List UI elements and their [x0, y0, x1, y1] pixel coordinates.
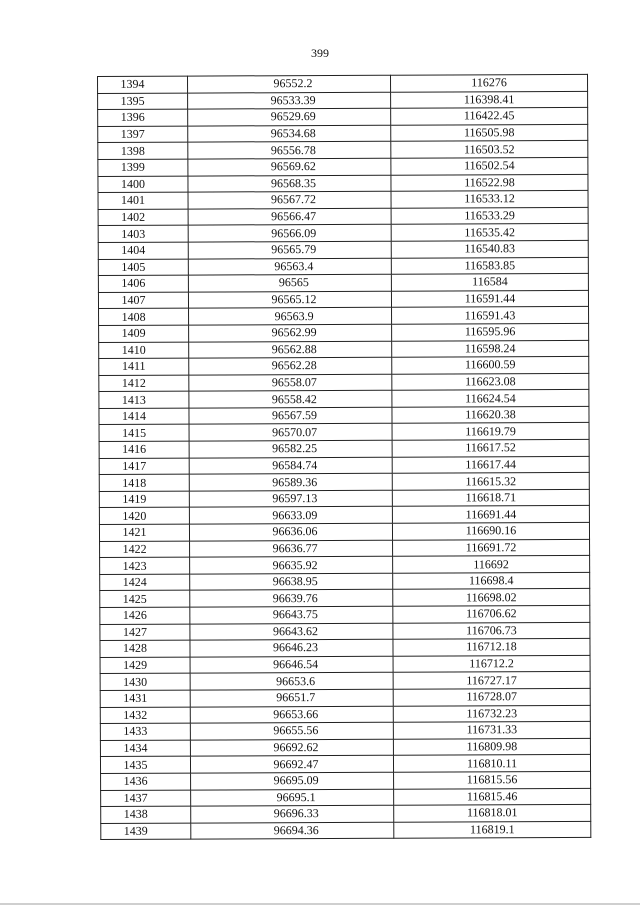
- x-coordinate-cell: 96567.59: [189, 407, 392, 424]
- x-coordinate-cell: 96565.79: [188, 241, 391, 258]
- y-coordinate-cell: 116731.33: [393, 722, 590, 739]
- table-row: [99, 456, 589, 475]
- y-coordinate-cell: 116600.59: [392, 356, 589, 373]
- x-coordinate-cell: 96633.09: [189, 507, 392, 524]
- x-coordinate-cell: 96692.62: [190, 739, 393, 756]
- point-id-cell: 1419: [99, 491, 189, 508]
- y-coordinate-cell: 116692: [393, 556, 590, 573]
- x-coordinate-cell: 96565: [188, 274, 391, 291]
- y-coordinate-cell: 116691.44: [392, 506, 589, 523]
- point-id-cell: 1428: [100, 640, 190, 657]
- y-coordinate-cell: 116422.45: [391, 108, 588, 125]
- y-coordinate-cell: 116584: [391, 273, 588, 290]
- point-id-cell: 1417: [99, 458, 189, 475]
- table-row: [100, 672, 590, 691]
- point-id-cell: 1396: [98, 109, 188, 126]
- point-id-cell: 1418: [99, 474, 189, 491]
- y-coordinate-cell: 116815.56: [394, 771, 591, 788]
- y-coordinate-cell: 116698.02: [393, 589, 590, 606]
- point-id-cell: 1402: [98, 209, 188, 226]
- y-coordinate-cell: 116533.29: [391, 207, 588, 224]
- table-row: [100, 605, 590, 624]
- x-coordinate-cell: 96692.47: [190, 756, 393, 773]
- table-row: [101, 804, 591, 823]
- point-id-cell: 1427: [100, 624, 190, 641]
- x-coordinate-cell: 96582.25: [189, 440, 392, 457]
- y-coordinate-cell: 116535.42: [391, 224, 588, 241]
- x-coordinate-cell: 96638.95: [190, 573, 393, 590]
- point-id-cell: 1429: [100, 657, 190, 674]
- y-coordinate-cell: 116505.98: [391, 124, 588, 141]
- table-row: [99, 406, 589, 425]
- table-row: [99, 473, 589, 492]
- point-id-cell: 1426: [100, 607, 190, 624]
- table-row: [100, 539, 590, 558]
- point-id-cell: 1430: [100, 673, 190, 690]
- coordinate-table: [97, 74, 591, 840]
- point-id-cell: 1405: [98, 259, 188, 276]
- x-coordinate-cell: 96558.07: [189, 374, 392, 391]
- table-row: [98, 257, 588, 276]
- table-row: [98, 141, 588, 160]
- y-coordinate-cell: 116690.16: [392, 522, 589, 539]
- table-row: [99, 506, 589, 525]
- x-coordinate-cell: 96643.75: [190, 606, 393, 623]
- y-coordinate-cell: 116276: [390, 74, 587, 91]
- x-coordinate-cell: 96635.92: [190, 556, 393, 573]
- y-coordinate-cell: 116598.24: [392, 340, 589, 357]
- x-coordinate-cell: 96597.13: [189, 490, 392, 507]
- point-id-cell: 1404: [98, 242, 188, 259]
- table-row: [99, 522, 589, 541]
- x-coordinate-cell: 96567.72: [188, 191, 391, 208]
- table-row: [98, 108, 588, 127]
- table-row: [99, 390, 589, 409]
- table-row: [98, 240, 588, 259]
- y-coordinate-cell: 116623.08: [392, 373, 589, 390]
- table-row: [100, 738, 590, 757]
- point-id-cell: 1435: [100, 756, 190, 773]
- y-coordinate-cell: 116727.17: [393, 672, 590, 689]
- table-row: [98, 124, 588, 143]
- y-coordinate-cell: 116591.44: [391, 290, 588, 307]
- y-coordinate-cell: 116624.54: [392, 390, 589, 407]
- x-coordinate-cell: 96636.06: [189, 523, 392, 540]
- y-coordinate-cell: 116617.44: [392, 456, 589, 473]
- table-row: [98, 290, 588, 309]
- point-id-cell: 1394: [98, 76, 188, 93]
- y-coordinate-cell: 116583.85: [391, 257, 588, 274]
- point-id-cell: 1433: [100, 723, 190, 740]
- y-coordinate-cell: 116728.07: [393, 688, 590, 705]
- table-row: [101, 771, 591, 790]
- x-coordinate-cell: 96568.35: [188, 175, 391, 192]
- table-row: [99, 373, 589, 392]
- table-row: [99, 439, 589, 458]
- point-id-cell: 1408: [99, 308, 189, 325]
- x-coordinate-cell: 96646.54: [190, 656, 393, 673]
- y-coordinate-cell: 116698.4: [393, 572, 590, 589]
- point-id-cell: 1395: [98, 93, 188, 110]
- table-row: [98, 157, 588, 176]
- x-coordinate-cell: 96533.39: [188, 92, 391, 109]
- point-id-cell: 1422: [100, 541, 190, 558]
- point-id-cell: 1401: [98, 192, 188, 209]
- point-id-cell: 1406: [98, 275, 188, 292]
- point-id-cell: 1412: [99, 375, 189, 392]
- table-row: [100, 688, 590, 707]
- y-coordinate-cell: 116503.52: [391, 141, 588, 158]
- table-row: [99, 323, 589, 342]
- table-row: [101, 821, 591, 840]
- table-row: [100, 622, 590, 641]
- table-row: [99, 356, 589, 375]
- y-coordinate-cell: 116522.98: [391, 174, 588, 191]
- y-coordinate-cell: 116809.98: [393, 738, 590, 755]
- x-coordinate-cell: 96655.56: [190, 722, 393, 739]
- x-coordinate-cell: 96570.07: [189, 424, 392, 441]
- point-id-cell: 1432: [100, 707, 190, 724]
- x-coordinate-cell: 96529.69: [188, 108, 391, 125]
- point-id-cell: 1398: [98, 142, 188, 159]
- y-coordinate-cell: 116818.01: [394, 804, 591, 821]
- y-coordinate-cell: 116706.62: [393, 605, 590, 622]
- x-coordinate-cell: 96696.33: [191, 805, 394, 822]
- x-coordinate-cell: 96566.09: [188, 225, 391, 242]
- x-coordinate-cell: 96558.42: [189, 390, 392, 407]
- point-id-cell: 1410: [99, 342, 189, 359]
- x-coordinate-cell: 96569.62: [188, 158, 391, 175]
- table-row: [100, 589, 590, 608]
- y-coordinate-cell: 116819.1: [394, 821, 591, 838]
- point-id-cell: 1413: [99, 391, 189, 408]
- point-id-cell: 1437: [101, 790, 191, 807]
- point-id-cell: 1436: [101, 773, 191, 790]
- point-id-cell: 1438: [101, 806, 191, 823]
- table-row: [99, 307, 589, 326]
- point-id-cell: 1411: [99, 358, 189, 375]
- point-id-cell: 1439: [101, 823, 191, 840]
- y-coordinate-cell: 116591.43: [392, 307, 589, 324]
- table-row: [100, 755, 590, 774]
- x-coordinate-cell: 96651.7: [190, 689, 393, 706]
- x-coordinate-cell: 96562.28: [189, 357, 392, 374]
- y-coordinate-cell: 116712.2: [393, 655, 590, 672]
- table-row: [100, 705, 590, 724]
- table-row: [99, 340, 589, 359]
- y-coordinate-cell: 116810.11: [393, 755, 590, 772]
- x-coordinate-cell: 96636.77: [190, 540, 393, 557]
- point-id-cell: 1414: [99, 408, 189, 425]
- point-id-cell: 1399: [98, 159, 188, 176]
- y-coordinate-cell: 116691.72: [393, 539, 590, 556]
- point-id-cell: 1403: [98, 225, 188, 242]
- point-id-cell: 1421: [99, 524, 189, 541]
- point-id-cell: 1425: [100, 591, 190, 608]
- x-coordinate-cell: 96566.47: [188, 208, 391, 225]
- y-coordinate-cell: 116706.73: [393, 622, 590, 639]
- y-coordinate-cell: 116712.18: [393, 639, 590, 656]
- table-row: [98, 207, 588, 226]
- x-coordinate-cell: 96695.09: [191, 772, 394, 789]
- point-id-cell: 1424: [100, 574, 190, 591]
- y-coordinate-cell: 116615.32: [392, 473, 589, 490]
- table-row: [98, 191, 588, 210]
- point-id-cell: 1400: [98, 176, 188, 193]
- y-coordinate-cell: 116398.41: [391, 91, 588, 108]
- point-id-cell: 1416: [99, 441, 189, 458]
- x-coordinate-cell: 96589.36: [189, 473, 392, 490]
- point-id-cell: 1407: [98, 292, 188, 309]
- y-coordinate-cell: 116533.12: [391, 191, 588, 208]
- y-coordinate-cell: 116815.46: [394, 788, 591, 805]
- y-coordinate-cell: 116617.52: [392, 439, 589, 456]
- x-coordinate-cell: 96534.68: [188, 125, 391, 142]
- table-row: [98, 224, 588, 243]
- table-row: [100, 639, 590, 658]
- table-row: [99, 423, 589, 442]
- x-coordinate-cell: 96653.66: [190, 706, 393, 723]
- x-coordinate-cell: 96643.62: [190, 623, 393, 640]
- table-row: [98, 273, 588, 292]
- point-id-cell: 1415: [99, 425, 189, 442]
- x-coordinate-cell: 96694.36: [191, 822, 394, 839]
- table-row: [101, 788, 591, 807]
- point-id-cell: 1431: [100, 690, 190, 707]
- x-coordinate-cell: 96584.74: [189, 457, 392, 474]
- x-coordinate-cell: 96563.9: [189, 308, 392, 325]
- y-coordinate-cell: 116502.54: [391, 157, 588, 174]
- x-coordinate-cell: 96552.2: [188, 75, 391, 92]
- point-id-cell: 1397: [98, 126, 188, 143]
- x-coordinate-cell: 96565.12: [188, 291, 391, 308]
- table-row: [99, 489, 589, 508]
- table-row: [98, 174, 588, 193]
- x-coordinate-cell: 96639.76: [190, 590, 393, 607]
- point-id-cell: 1409: [99, 325, 189, 342]
- y-coordinate-cell: 116732.23: [393, 705, 590, 722]
- coordinate-table-body: [98, 74, 591, 839]
- table-row: [98, 91, 588, 110]
- point-id-cell: 1423: [100, 557, 190, 574]
- y-coordinate-cell: 116618.71: [392, 489, 589, 506]
- x-coordinate-cell: 96695.1: [191, 789, 394, 806]
- point-id-cell: 1420: [99, 508, 189, 525]
- x-coordinate-cell: 96556.78: [188, 142, 391, 159]
- x-coordinate-cell: 96562.88: [189, 341, 392, 358]
- point-id-cell: 1434: [100, 740, 190, 757]
- x-coordinate-cell: 96563.4: [188, 258, 391, 275]
- x-coordinate-cell: 96646.23: [190, 639, 393, 656]
- table-row: [100, 722, 590, 741]
- y-coordinate-cell: 116595.96: [392, 323, 589, 340]
- y-coordinate-cell: 116619.79: [392, 423, 589, 440]
- y-coordinate-cell: 116540.83: [391, 240, 588, 257]
- x-coordinate-cell: 96562.99: [189, 324, 392, 341]
- y-coordinate-cell: 116620.38: [392, 406, 589, 423]
- x-coordinate-cell: 96653.6: [190, 673, 393, 690]
- page-number: 399: [311, 46, 329, 60]
